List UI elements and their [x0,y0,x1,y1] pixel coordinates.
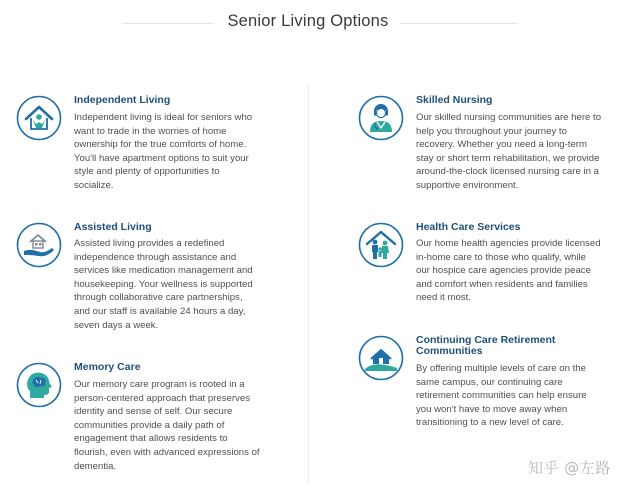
option-description: By offering multiple levels of care on the same campus, our continuing care retirement communities can help ensure you won't have to move away when transitioning to a new level of care. [416,363,587,429]
option-memory-care [16,362,296,482]
option-independent-living [16,95,296,215]
column-divider [308,84,309,484]
house-person-icon [16,95,62,141]
page-header [0,10,640,36]
page-title: Senior Living Options [227,12,389,30]
option-health-care-services [358,222,638,342]
option-skilled-nursing [358,95,638,215]
option-title: Skilled Nursing [416,94,493,106]
option-title: Continuing Care Retirement Communities [416,334,556,357]
family-house-icon [358,222,404,268]
option-description: Our home health agencies provide licensed in-home care to those who qualify, while our hospice care agencies provide peace and comfort when residents and families need it most. [416,238,601,304]
nurse-icon [358,95,404,141]
house-hill-icon [358,335,404,381]
option-title: Independent Living [74,94,171,106]
option-description: Our memory care program is rooted in a person-centered approach that preserves identity and sense of self. Our secure communities provide a daily path of engagement that allows residents to flourish, even with advanced expressions of dementia. [74,379,260,472]
option-description: Assisted living provides a redefined independence through assistance and services like medication management and housekeeping. Your wellness is supported through collaborative care partnerships, and our staff is available 24 hours a day, seven days a week. [74,238,253,331]
option-title: Memory Care [74,361,141,373]
head-brain-icon [16,362,62,408]
option-description: Independent living is ideal for seniors who want to trade in the worries of home ownership for the true comforts of home. You'll have apartment options to suit your style and plenty of opportunities to socialize. [74,112,253,191]
hand-house-icon [16,222,62,268]
option-description: Our skilled nursing communities are here to help you throughout your journey to recovery. Whether you need a long-term stay or short term rehabilitation, we provide around-the-clock licensed nursing care in a supportive environment. [416,112,602,191]
option-assisted-living [16,222,296,352]
watermark-text: 知乎 @左路 [528,459,611,477]
header-rule-right [400,23,518,24]
option-title: Health Care Services [416,221,521,233]
option-continuing-care [358,335,638,455]
option-title: Assisted Living [74,221,152,233]
